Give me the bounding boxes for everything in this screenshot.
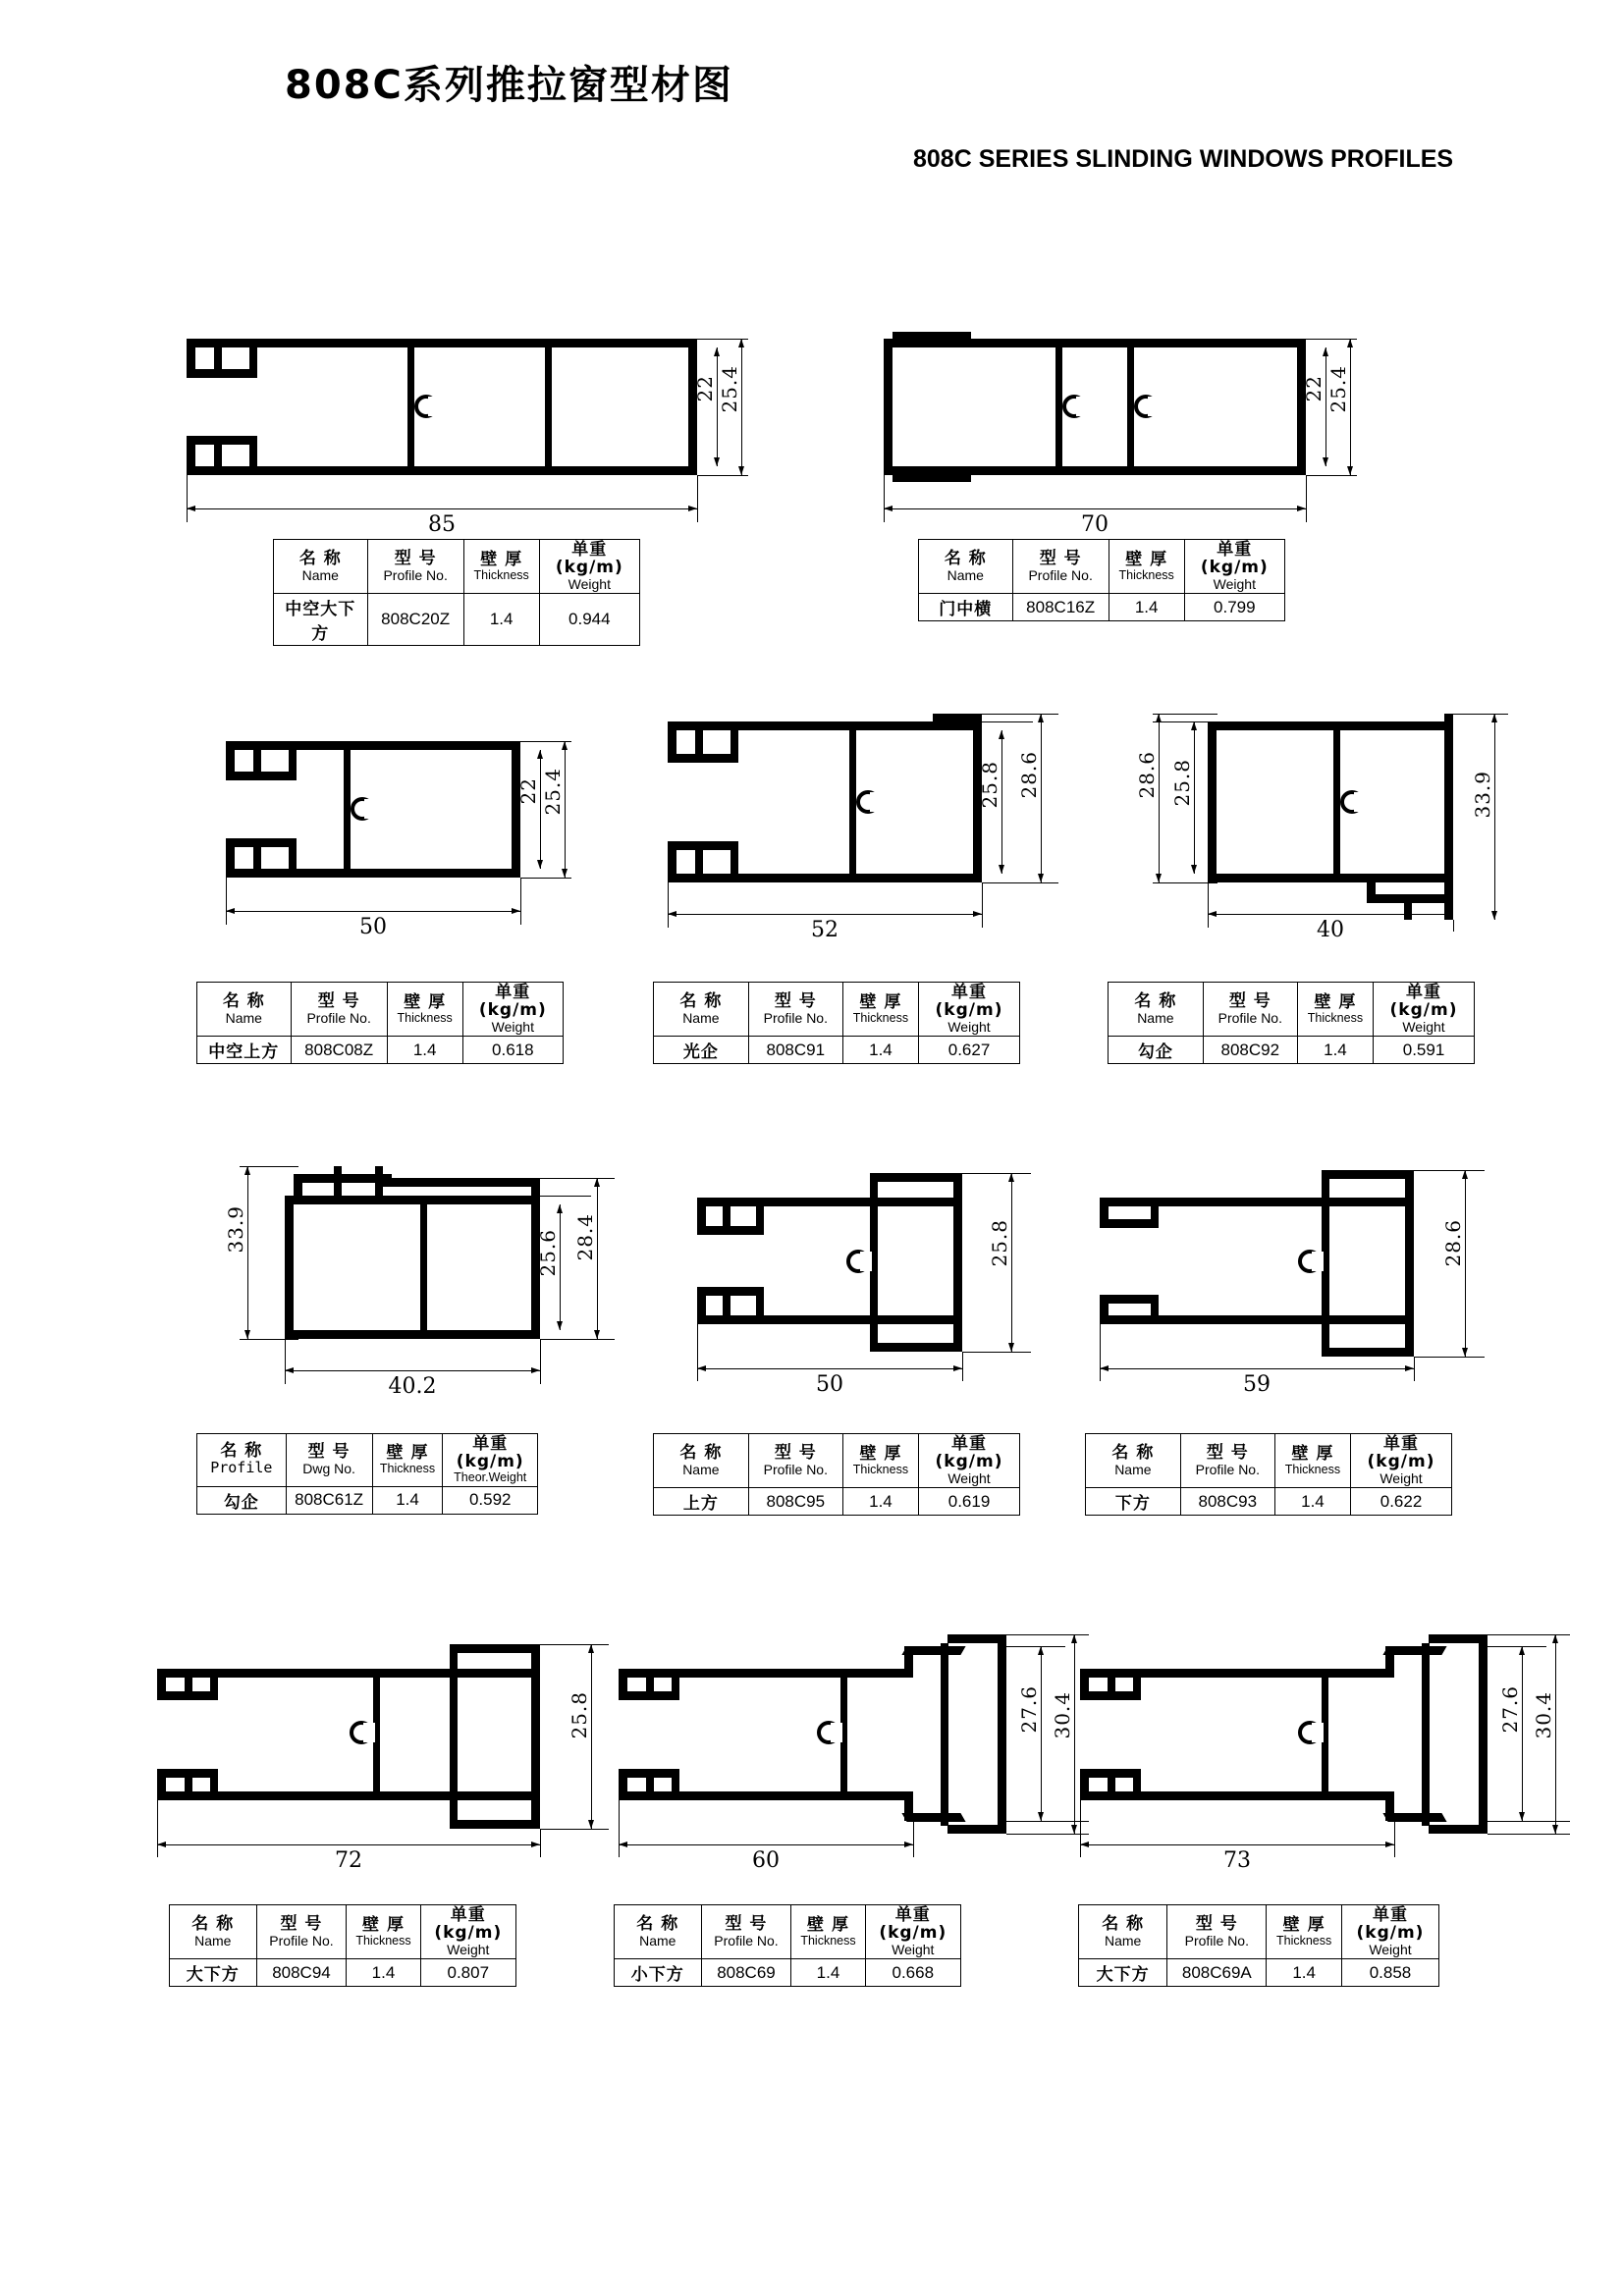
header-thickness-cn: 壁 厚 <box>859 1443 902 1464</box>
cell-name: 大下方 <box>1079 1959 1167 1987</box>
table-row <box>1086 1488 1452 1516</box>
spec-table-808C61Z <box>196 1433 538 1515</box>
header-name-cn: 名 称 <box>1111 1442 1155 1463</box>
table-row-header <box>274 540 640 594</box>
dim-h-outer-808C69A: 30.4 <box>1532 1691 1555 1739</box>
header-name-en: Name <box>301 566 339 583</box>
profile-drawing-808C69 <box>599 1625 1074 1873</box>
table-row <box>197 1486 538 1514</box>
table-row-header <box>170 1905 516 1959</box>
profile-drawing-808C94 <box>137 1625 591 1873</box>
header-name-cn: 名 称 <box>679 1442 723 1463</box>
header-thickness-cn: 壁 厚 <box>1314 991 1357 1012</box>
cell-profile-no: 808C69 <box>701 1959 791 1987</box>
header-profile-cn: 型 号 <box>280 1913 323 1934</box>
dim-width-808C93: 59 <box>1243 1372 1271 1397</box>
table-row-header <box>197 1434 538 1487</box>
cell-weight: 0.592 <box>443 1486 538 1514</box>
header-weight-en: Weight <box>1213 575 1256 592</box>
header-weight-cn: 单重(kg/m) <box>1356 1905 1425 1943</box>
header-thickness-en: Thickness <box>852 1462 909 1476</box>
header-thickness-en: Thickness <box>1307 1010 1364 1025</box>
header-thickness-en: Thickness <box>1118 567 1174 582</box>
cell-name: 中空大下方 <box>274 594 368 646</box>
page-title-cn: 808C系列推拉窗型材图 <box>285 63 733 108</box>
dim-h-inner-808C20Z: 22 <box>693 375 717 402</box>
header-profile-en: Profile No. <box>1195 1461 1260 1477</box>
header-profile-en: Profile No. <box>306 1009 371 1026</box>
cell-thickness: 1.4 <box>1267 1959 1342 1987</box>
header-name-cn: 名 称 <box>636 1913 679 1934</box>
table-row <box>654 1488 1020 1516</box>
header-weight-cn: 单重(kg/m) <box>478 983 547 1020</box>
dim-h-inner-808C61Z: 25.6 <box>536 1229 560 1277</box>
profile-drawing-808C16Z <box>864 314 1375 537</box>
table-row-header <box>1086 1434 1452 1488</box>
header-thickness-cn: 壁 厚 <box>362 1914 405 1935</box>
profile-drawing-808C20Z <box>167 314 741 537</box>
profile-drawing-808C92 <box>1109 702 1502 947</box>
dim-width-808C69A: 73 <box>1223 1848 1251 1873</box>
header-name-en: Name <box>682 1009 720 1026</box>
table-row <box>615 1959 961 1987</box>
table-row-header <box>1109 983 1475 1037</box>
header-profile-cn: 型 号 <box>394 548 437 568</box>
spec-table-808C94 <box>169 1904 516 1987</box>
profile-drawing-808C93 <box>1080 1158 1492 1397</box>
spec-table-808C69A <box>1078 1904 1439 1987</box>
header-thickness-cn: 壁 厚 <box>859 991 902 1012</box>
header-weight-cn: 单重(kg/m) <box>935 983 1003 1020</box>
header-name-en: Name <box>1104 1932 1142 1949</box>
dim-h-outer-808C94: 25.8 <box>568 1691 591 1739</box>
header-name-en: Name <box>1137 1009 1174 1026</box>
spec-table-808C16Z <box>918 539 1285 621</box>
dim-width-808C20Z: 85 <box>428 512 456 537</box>
dim-h-inner-808C69: 27.6 <box>1017 1685 1041 1734</box>
cell-name: 小下方 <box>615 1959 702 1987</box>
cell-profile-no: 808C20Z <box>367 594 463 646</box>
profile-drawing-808C95 <box>677 1158 1070 1397</box>
dim-width-808C91: 52 <box>811 918 839 942</box>
header-profile-en: Profile No. <box>763 1009 828 1026</box>
dim-width-808C95: 50 <box>816 1372 843 1397</box>
header-profile-cn: 型 号 <box>725 1913 768 1934</box>
header-name-cn: 名 称 <box>1102 1913 1145 1934</box>
header-thickness-cn: 壁 厚 <box>480 549 523 569</box>
header-profile-cn: 型 号 <box>1039 548 1082 568</box>
header-thickness-en: Thickness <box>1284 1462 1341 1476</box>
dim-width-808C94: 72 <box>335 1848 362 1873</box>
spec-table-808C20Z <box>273 539 640 646</box>
header-profile-cn: 型 号 <box>1228 990 1271 1011</box>
header-name-cn: 名 称 <box>191 1913 235 1934</box>
table-row-header <box>654 983 1020 1037</box>
dim-h-inner-808C08Z: 22 <box>516 777 540 805</box>
cell-profile-no: 808C94 <box>256 1959 347 1987</box>
cell-profile-no: 808C91 <box>748 1037 842 1064</box>
header-name-en: Name <box>639 1932 676 1949</box>
table-row <box>1079 1959 1439 1987</box>
header-thickness-en: Thickness <box>379 1461 436 1475</box>
header-profile-cn: 型 号 <box>774 1442 817 1463</box>
cell-thickness: 1.4 <box>372 1486 443 1514</box>
header-profile-cn: 型 号 <box>307 1442 351 1463</box>
cell-thickness: 1.4 <box>1274 1488 1350 1516</box>
header-weight-en: Weight <box>491 1018 534 1035</box>
table-row <box>654 1037 1020 1064</box>
profile-drawing-808C08Z <box>206 717 619 939</box>
dim-h-inner-808C69A: 27.6 <box>1498 1685 1522 1734</box>
cell-thickness: 1.4 <box>347 1959 420 1987</box>
cell-weight: 0.858 <box>1341 1959 1438 1987</box>
cell-weight: 0.944 <box>539 594 639 646</box>
header-weight-cn: 单重(kg/m) <box>1389 983 1458 1020</box>
table-row <box>274 594 640 646</box>
cell-profile-no: 808C08Z <box>291 1037 387 1064</box>
header-thickness-en: Thickness <box>852 1010 909 1025</box>
dim-h-outer-808C08Z: 25.4 <box>541 768 565 816</box>
cell-thickness: 1.4 <box>1297 1037 1373 1064</box>
dim-h-inner-808C16Z: 22 <box>1302 375 1325 402</box>
header-thickness-cn: 壁 厚 <box>1125 549 1168 569</box>
header-name-en: Name <box>194 1932 232 1949</box>
dim-width-808C61Z: 40.2 <box>388 1374 437 1399</box>
spec-table-808C69 <box>614 1904 961 1987</box>
header-weight-cn: 单重(kg/m) <box>1367 1434 1435 1471</box>
header-name-en: Name <box>682 1461 720 1477</box>
dim-h-outer-808C16Z: 25.4 <box>1326 365 1350 413</box>
cell-profile-no: 808C95 <box>748 1488 842 1516</box>
cell-profile-no: 808C69A <box>1167 1959 1267 1987</box>
spec-table-808C08Z <box>196 982 564 1064</box>
dim-width-808C08Z: 50 <box>359 915 387 939</box>
header-weight-en: Weight <box>1380 1469 1423 1486</box>
dim-h-outer-808C61Z: 28.4 <box>573 1213 597 1261</box>
cell-thickness: 1.4 <box>387 1037 462 1064</box>
cell-thickness: 1.4 <box>1109 594 1184 621</box>
header-profile-en: Profile No. <box>269 1932 334 1949</box>
header-name-en: Profile <box>210 1458 273 1476</box>
dim-h-left-808C61Z: 33.9 <box>224 1205 247 1254</box>
dim-h-right-808C92: 33.9 <box>1471 771 1494 819</box>
page-title-en: 808C SERIES SLINDING WINDOWS PROFILES <box>913 145 1454 173</box>
spec-table-808C95 <box>653 1433 1020 1516</box>
cell-name: 勾企 <box>197 1486 287 1514</box>
header-weight-en: Weight <box>892 1941 935 1957</box>
table-row-header <box>919 540 1285 594</box>
header-profile-cn: 型 号 <box>317 990 360 1011</box>
header-weight-en: Weight <box>447 1941 490 1957</box>
dim-width-808C92: 40 <box>1317 918 1344 942</box>
header-thickness-cn: 壁 厚 <box>386 1442 429 1463</box>
cell-weight: 0.807 <box>420 1959 515 1987</box>
dim-h-outer-808C20Z: 25.4 <box>718 365 741 413</box>
cell-name: 上方 <box>654 1488 749 1516</box>
header-weight-en: Weight <box>947 1469 991 1486</box>
header-weight-en: Weight <box>1402 1018 1445 1035</box>
header-name-cn: 名 称 <box>1134 990 1177 1011</box>
header-weight-cn: 单重(kg/m) <box>456 1434 524 1471</box>
table-row-header <box>1079 1905 1439 1959</box>
header-name-en: Name <box>947 566 984 583</box>
dim-h-inner-808C91: 25.8 <box>978 761 1001 809</box>
dim-h-left-outer-808C92: 28.6 <box>1135 751 1159 799</box>
dim-h-outer-808C91: 28.6 <box>1017 751 1041 799</box>
table-row <box>1109 1037 1475 1064</box>
dim-h-outer-808C93: 28.6 <box>1441 1219 1465 1267</box>
table-row-header <box>197 983 564 1037</box>
header-profile-cn: 型 号 <box>1195 1913 1238 1934</box>
table-row <box>197 1037 564 1064</box>
header-name-cn: 名 称 <box>222 990 265 1011</box>
header-thickness-en: Thickness <box>397 1010 453 1025</box>
header-profile-en: Profile No. <box>763 1461 828 1477</box>
dim-width-808C69: 60 <box>752 1848 780 1873</box>
header-weight-cn: 单重(kg/m) <box>935 1434 1003 1471</box>
profile-drawing-808C91 <box>648 702 1060 942</box>
header-thickness-en: Thickness <box>800 1933 856 1948</box>
header-thickness-en: Thickness <box>355 1933 411 1948</box>
header-weight-en: Weight <box>568 575 611 592</box>
header-profile-en: Profile No. <box>1028 566 1093 583</box>
spec-table-808C92 <box>1108 982 1475 1064</box>
cell-name: 门中横 <box>919 594 1013 621</box>
header-weight-cn: 单重(kg/m) <box>1200 540 1269 577</box>
header-profile-en: Profile No. <box>383 566 448 583</box>
table-row-header <box>615 1905 961 1959</box>
spec-table-808C93 <box>1085 1433 1452 1516</box>
header-profile-cn: 型 号 <box>1206 1442 1249 1463</box>
header-name-en: Name <box>1114 1461 1152 1477</box>
header-weight-cn: 单重(kg/m) <box>555 540 623 577</box>
cell-profile-no: 808C93 <box>1180 1488 1274 1516</box>
dim-h-outer-808C95: 25.8 <box>988 1219 1011 1267</box>
cell-thickness: 1.4 <box>791 1959 865 1987</box>
header-thickness-cn: 壁 厚 <box>404 991 447 1012</box>
profile-drawing-808C69A <box>1060 1625 1555 1873</box>
header-profile-en: Profile No. <box>714 1932 779 1949</box>
cell-thickness: 1.4 <box>842 1037 918 1064</box>
header-thickness-en: Thickness <box>473 567 529 582</box>
header-thickness-cn: 壁 厚 <box>807 1914 849 1935</box>
cell-name: 中空上方 <box>197 1037 292 1064</box>
table-row <box>919 594 1285 621</box>
header-name-cn: 名 称 <box>944 548 987 568</box>
dim-width-808C16Z: 70 <box>1081 512 1109 537</box>
header-profile-en: Dwg No. <box>302 1460 355 1476</box>
cell-profile-no: 808C92 <box>1203 1037 1297 1064</box>
header-weight-en: Theor.Weight <box>454 1469 527 1484</box>
header-profile-cn: 型 号 <box>774 990 817 1011</box>
cell-weight: 0.627 <box>919 1037 1020 1064</box>
cell-weight: 0.799 <box>1184 594 1284 621</box>
header-weight-en: Weight <box>1369 1941 1412 1957</box>
profile-drawing-808C61Z <box>224 1148 619 1399</box>
header-name-en: Name <box>225 1009 262 1026</box>
header-thickness-cn: 壁 厚 <box>1291 1443 1334 1464</box>
header-weight-cn: 单重(kg/m) <box>434 1905 503 1943</box>
cell-name: 下方 <box>1086 1488 1181 1516</box>
header-name-cn: 名 称 <box>679 990 723 1011</box>
cell-weight: 0.622 <box>1351 1488 1452 1516</box>
cell-weight: 0.618 <box>462 1037 563 1064</box>
header-profile-en: Profile No. <box>1184 1932 1249 1949</box>
cell-thickness: 1.4 <box>463 594 539 646</box>
header-thickness-cn: 壁 厚 <box>1282 1914 1325 1935</box>
header-profile-en: Profile No. <box>1217 1009 1282 1026</box>
cell-profile-no: 808C16Z <box>1012 594 1109 621</box>
table-row-header <box>654 1434 1020 1488</box>
cell-weight: 0.591 <box>1374 1037 1475 1064</box>
header-weight-cn: 单重(kg/m) <box>879 1905 947 1943</box>
dim-h-left-inner-808C92: 25.8 <box>1170 759 1194 807</box>
cell-profile-no: 808C61Z <box>286 1486 372 1514</box>
cell-weight: 0.668 <box>865 1959 960 1987</box>
cell-thickness: 1.4 <box>842 1488 918 1516</box>
dim-h-outer-808C69: 30.4 <box>1051 1691 1074 1739</box>
header-thickness-en: Thickness <box>1275 1933 1332 1948</box>
table-row <box>170 1959 516 1987</box>
cell-weight: 0.619 <box>919 1488 1020 1516</box>
header-name-cn: 名 称 <box>220 1441 263 1462</box>
header-weight-en: Weight <box>947 1018 991 1035</box>
spec-table-808C91 <box>653 982 1020 1064</box>
cell-name: 大下方 <box>170 1959 257 1987</box>
cell-name: 光企 <box>654 1037 749 1064</box>
cell-name: 勾企 <box>1109 1037 1204 1064</box>
header-name-cn: 名 称 <box>298 548 342 568</box>
